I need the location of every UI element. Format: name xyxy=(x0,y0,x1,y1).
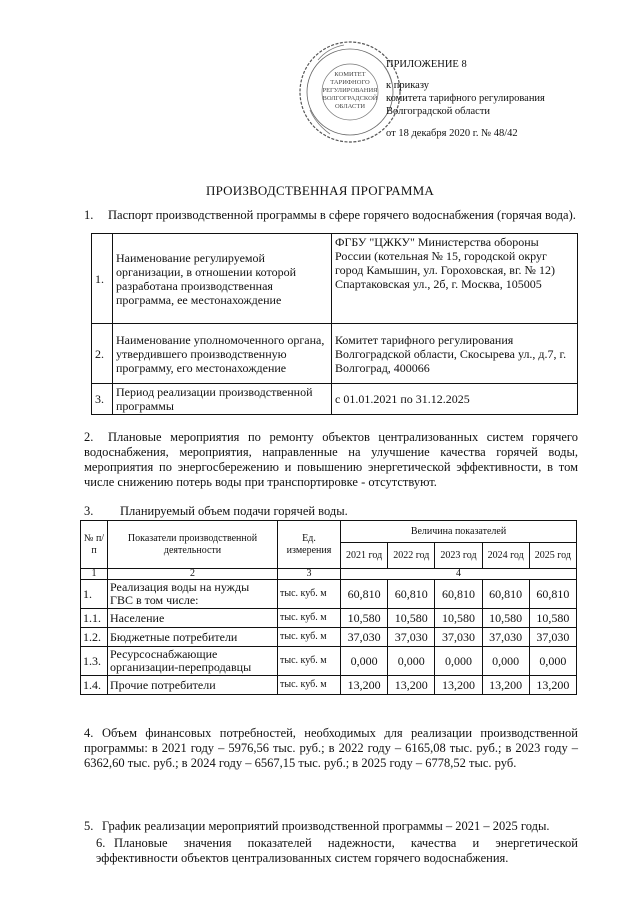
value-cell: 10,580 xyxy=(388,609,435,628)
section-4-number: 4. xyxy=(84,726,94,740)
value-cell: 0,000 xyxy=(529,647,576,676)
value-cell: 0,000 xyxy=(482,647,529,676)
row-number: 1.3. xyxy=(81,647,108,676)
value-cell: 60,810 xyxy=(529,580,576,609)
year-2024: 2024 год xyxy=(482,543,529,569)
seal-line-1: КОМИТЕТ xyxy=(334,71,366,78)
value-cell: 37,030 xyxy=(435,628,482,647)
row-name: Прочие потребители xyxy=(108,676,278,695)
row-value: с 01.01.2021 по 31.12.2025 xyxy=(332,384,578,415)
year-2022: 2022 год xyxy=(388,543,435,569)
row-number: 1.1. xyxy=(81,609,108,628)
value-cell: 13,200 xyxy=(388,676,435,695)
row-label: Наименование регулируемой организации, в отношении которой разработана производственная программа, ее местонахождение xyxy=(113,234,332,324)
col-indicator: Показатели производственной деятельности xyxy=(108,521,278,569)
section-2 xyxy=(84,430,578,490)
row-unit: тыс. куб. м xyxy=(278,580,341,609)
table-index-row xyxy=(81,569,577,580)
section-5-text: График реализации мероприятий производственной программы – 2021 – 2025 годы. xyxy=(102,819,550,833)
section-5-number: 5. xyxy=(84,819,94,833)
row-number: 3. xyxy=(92,384,113,415)
value-cell: 0,000 xyxy=(341,647,388,676)
row-value: Комитет тарифного регулирования Волгоградской области, Скосырева ул., д.7, г. Волгоград, 400066 xyxy=(332,324,578,384)
value-cell: 60,810 xyxy=(435,580,482,609)
value-cell: 13,200 xyxy=(435,676,482,695)
value-cell: 37,030 xyxy=(341,628,388,647)
value-cell: 10,580 xyxy=(341,609,388,628)
section-5 xyxy=(84,819,578,834)
section-2-text: Плановые мероприятия по ремонту объектов централизованных систем горячего водоснабжения, мероприятия, направленные на улучшение качества горячей воды, мероприятия по энергосбережению и повышению энергетической эффективности, в том числе снижению потерь воды при транспортировке - отсутствуют. xyxy=(84,430,578,489)
section-4 xyxy=(84,726,578,771)
value-cell: 13,200 xyxy=(529,676,576,695)
passport-table xyxy=(91,233,578,415)
row-number: 2. xyxy=(92,324,113,384)
value-cell: 10,580 xyxy=(482,609,529,628)
appendix-date: от 18 декабря 2020 г. № 48/42 xyxy=(386,128,518,139)
appendix-to-order: к приказу xyxy=(386,80,429,91)
col-values: Величина показателей xyxy=(341,521,577,543)
row-unit: тыс. куб. м xyxy=(278,647,341,676)
page-title: ПРОИЗВОДСТВЕННАЯ ПРОГРАММА xyxy=(206,183,434,198)
value-cell: 60,810 xyxy=(482,580,529,609)
row-number: 1. xyxy=(92,234,113,324)
col-number: № п/п xyxy=(81,521,108,569)
value-cell: 0,000 xyxy=(388,647,435,676)
appendix-header xyxy=(386,58,545,140)
row-number: 1.2. xyxy=(81,628,108,647)
water-supply-table xyxy=(80,520,577,695)
table-row xyxy=(81,676,577,695)
appendix-committee: комитета тарифного регулирования xyxy=(386,93,545,104)
seal-line-5: ОБЛАСТИ xyxy=(334,103,366,110)
table-row xyxy=(92,234,578,324)
value-cell: 37,030 xyxy=(482,628,529,647)
table-header-row xyxy=(81,521,577,543)
row-value: ФГБУ "ЦЖКУ" Министерства обороны России (котельная № 15, городской округ город Камышин, ул. Гороховская, вг. № 12) Спартаковская ул., 2б, г. Москва, 105005 xyxy=(332,234,578,324)
value-cell: 10,580 xyxy=(435,609,482,628)
table-row xyxy=(92,324,578,384)
row-unit: тыс. куб. м xyxy=(278,609,341,628)
appendix-region: Волгоградской области xyxy=(386,106,491,117)
index-cell: 2 xyxy=(108,569,278,580)
table-row xyxy=(92,384,578,415)
index-cell: 1 xyxy=(81,569,108,580)
year-2023: 2023 год xyxy=(435,543,482,569)
table-row xyxy=(81,647,577,676)
index-cell: 4 xyxy=(341,569,577,580)
section-6-number: 6. xyxy=(96,836,106,850)
value-cell: 37,030 xyxy=(529,628,576,647)
section-1 xyxy=(84,208,578,223)
section-6 xyxy=(96,836,578,866)
section-1-text: Паспорт производственной программы в сфере горячего водоснабжения (горячая вода). xyxy=(108,208,576,222)
seal-line-4: ВОЛГОГРАДСКОЙ xyxy=(322,95,378,102)
section-1-number: 1. xyxy=(84,208,94,222)
year-2021: 2021 год xyxy=(341,543,388,569)
row-label: Период реализации производственной программы xyxy=(113,384,332,415)
section-3-text: Планируемый объем подачи горячей воды. xyxy=(120,504,348,518)
section-3-number: 3. xyxy=(84,504,94,518)
value-cell: 60,810 xyxy=(388,580,435,609)
appendix-number: ПРИЛОЖЕНИЕ 8 xyxy=(386,59,467,70)
value-cell: 13,200 xyxy=(341,676,388,695)
row-label: Наименование уполномоченного органа, утвердившего производственную программу, его местонахождение xyxy=(113,324,332,384)
row-unit: тыс. куб. м xyxy=(278,676,341,695)
section-3 xyxy=(84,504,578,519)
row-unit: тыс. куб. м xyxy=(278,628,341,647)
row-name: Реализация воды на нужды ГВС в том числе: xyxy=(108,580,278,609)
row-name: Ресурсоснабжающие организации-перепродавцы xyxy=(108,647,278,676)
seal-line-2: ТАРИФНОГО xyxy=(330,79,370,86)
index-cell: 3 xyxy=(278,569,341,580)
row-number: 1.4. xyxy=(81,676,108,695)
row-name: Население xyxy=(108,609,278,628)
year-2025: 2025 год xyxy=(529,543,576,569)
value-cell: 10,580 xyxy=(529,609,576,628)
col-unit: Ед. измерения xyxy=(278,521,341,569)
section-2-number: 2. xyxy=(84,430,94,444)
row-number: 1. xyxy=(81,580,108,609)
value-cell: 37,030 xyxy=(388,628,435,647)
seal-line-3: РЕГУЛИРОВАНИЯ xyxy=(322,87,378,94)
section-4-text: Объем финансовых потребностей, необходимых для реализации производственной программы: в 2021 году – 5976,56 тыс. руб.; в 2022 году – 6165,08 тыс. руб.; в 2023 году – 6362,60 тыс. руб.; в 2024 году – 6567,15 тыс. руб.; в 2025 году – 6778,52 тыс. руб. xyxy=(84,726,578,770)
table-row xyxy=(81,580,577,609)
row-name: Бюджетные потребители xyxy=(108,628,278,647)
value-cell: 60,810 xyxy=(341,580,388,609)
table-row xyxy=(81,609,577,628)
value-cell: 13,200 xyxy=(482,676,529,695)
table-row xyxy=(81,628,577,647)
value-cell: 0,000 xyxy=(435,647,482,676)
section-6-text: Плановые значения показателей надежности, качества и энергетической эффективности объектов централизованных систем горячего водоснабжения. xyxy=(96,836,578,865)
